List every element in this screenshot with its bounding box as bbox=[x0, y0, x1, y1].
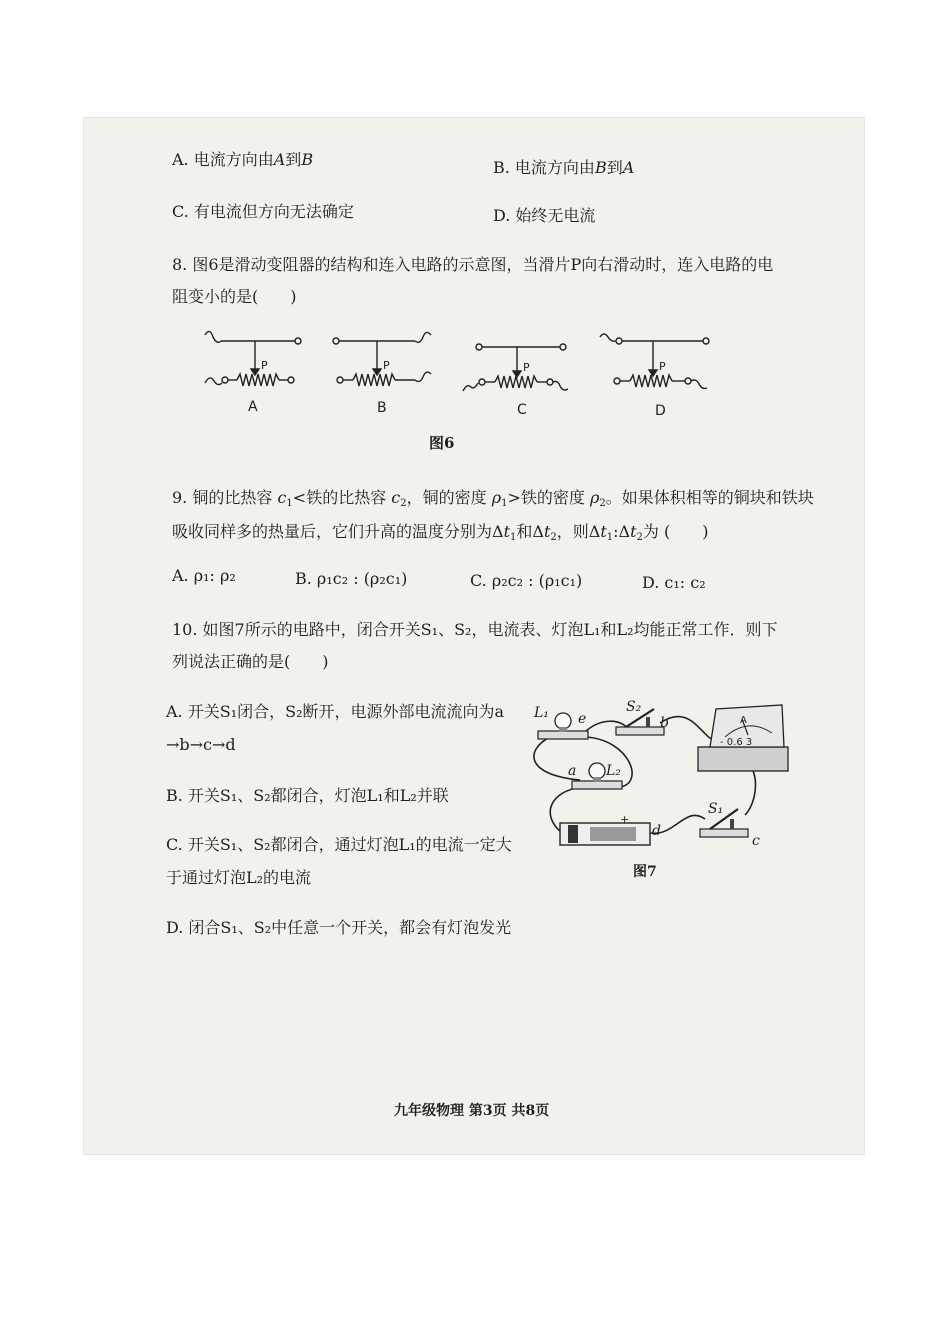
label-a: a bbox=[568, 763, 577, 779]
figure-7-circuit bbox=[520, 695, 795, 865]
fig6-label-d: D bbox=[655, 403, 666, 419]
q10-option-c-line1: C. 开关S₁、S₂都闭合，通过灯泡L₁的电流一定大 bbox=[166, 835, 512, 854]
rheostat-d bbox=[600, 334, 709, 389]
q8-stem-line2: 阻变小的是( ) bbox=[172, 287, 297, 306]
battery bbox=[560, 823, 650, 845]
fig6-label-b: B bbox=[377, 400, 387, 416]
wire-meter-to-s1 bbox=[745, 765, 755, 815]
q9-option-d: D. c₁: c₂ bbox=[642, 573, 706, 592]
label-l1: L₁ bbox=[534, 705, 549, 721]
fig6-label-a: A bbox=[248, 399, 258, 415]
label-d: d bbox=[652, 823, 661, 839]
q7-option-a: A. 电流方向由A到B bbox=[172, 150, 314, 169]
q9-option-a: A. ρ₁: ρ₂ bbox=[172, 566, 236, 585]
slider-label-b: P bbox=[383, 359, 390, 372]
figure-6-caption: 图6 bbox=[429, 434, 455, 452]
page-footer: 九年级物理 第3页 共8页 bbox=[394, 1103, 550, 1119]
q10-option-b: B. 开关S₁、S₂都闭合，灯泡L₁和L₂并联 bbox=[166, 786, 449, 805]
q9-option-b: B. ρ₁c₂ : (ρ₂c₁) bbox=[295, 569, 408, 588]
rheostat-b bbox=[333, 332, 431, 386]
q8-stem-line1: 8. 图6是滑动变阻器的结构和连入电路的示意图，当滑片P向右滑动时，连入电路的电 bbox=[172, 255, 774, 274]
q9-stem-line2: 吸收同样多的热量后，它们升高的温度分别为$\Delta t_1$和$\Delta t_2$，则$\Delta t_1:\Delta t_2$为 ( ) bbox=[172, 522, 709, 543]
q7-option-b: B. 电流方向由B到A bbox=[493, 158, 635, 177]
q10-stem-line2: 列说法正确的是( ) bbox=[172, 652, 329, 671]
ammeter-scale: - 0.6 3 bbox=[720, 737, 753, 748]
label-c: c bbox=[752, 833, 760, 849]
q9-option-c: C. ρ₂c₂ : (ρ₁c₁) bbox=[470, 571, 583, 590]
ammeter-a-label: A bbox=[740, 715, 747, 726]
q9-stem-line1: 9. 铜的比热容 $c_1<$铁的比热容 $c_2$，铜的密度 $\rho_1>$铁的密度 $\rho_2$。如果体积相等的铜块和铁块 bbox=[172, 488, 814, 509]
q10-option-a-line2: →b→c→d bbox=[166, 735, 236, 754]
label-l2: L₂ bbox=[606, 763, 621, 779]
slider-label-d: P bbox=[659, 360, 666, 373]
slider-label-c: P bbox=[523, 361, 530, 374]
fig6-label-c: C bbox=[517, 402, 527, 418]
q10-stem-line1: 10. 如图7所示的电路中，闭合开关S₁、S₂，电流表、灯泡L₁和L₂均能正常工作．则下 bbox=[172, 620, 778, 639]
label-e: e bbox=[578, 711, 587, 727]
battery-plus: + bbox=[620, 813, 630, 826]
q7-option-d: D. 始终无电流 bbox=[493, 206, 596, 225]
rheostat-c bbox=[463, 344, 568, 391]
label-s2: S₂ bbox=[626, 699, 642, 715]
label-s1: S₁ bbox=[708, 801, 724, 817]
rheostat-a bbox=[205, 331, 301, 386]
q10-option-a-line1: A. 开关S₁闭合，S₂断开，电源外部电流流向为a bbox=[166, 702, 505, 721]
label-b: b bbox=[660, 715, 669, 731]
q10-option-c-line2: 于通过灯泡L₂的电流 bbox=[166, 868, 312, 887]
figure-6-rheostats bbox=[195, 325, 740, 425]
q10-option-d: D. 闭合S₁、S₂中任意一个开关，都会有灯泡发光 bbox=[166, 918, 512, 937]
wire-l2-to-e bbox=[586, 737, 632, 787]
figure-7-caption: 图7 bbox=[633, 864, 657, 880]
slider-label-a: P bbox=[261, 359, 268, 372]
q7-option-c: C. 有电流但方向无法确定 bbox=[172, 202, 354, 221]
